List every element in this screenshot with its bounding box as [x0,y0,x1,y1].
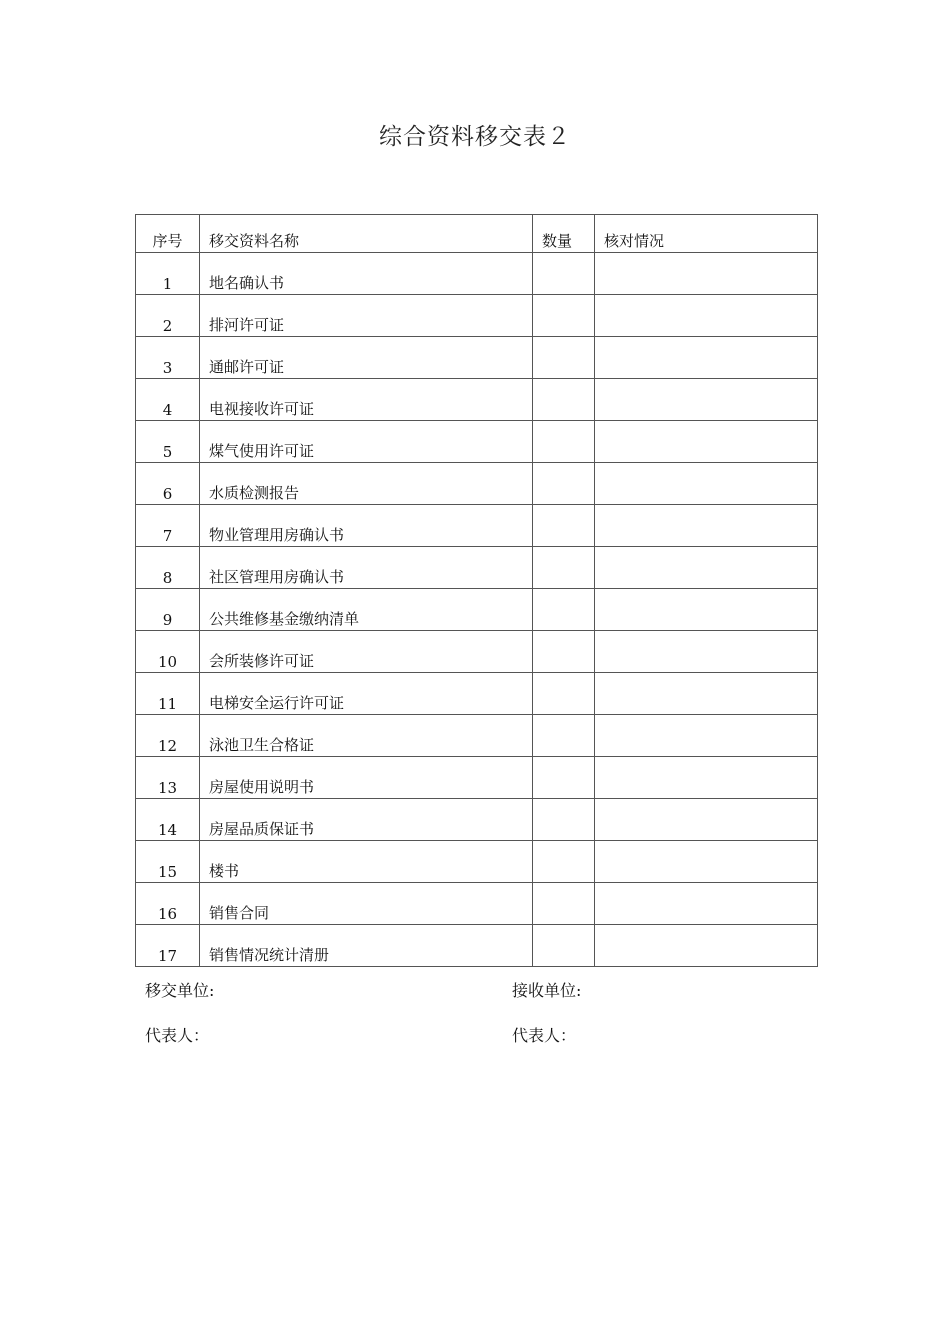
table-row [136,379,818,421]
row-check-cell [595,547,818,589]
row-check-cell [595,463,818,505]
row-document-name: 房屋品质保证书 [200,799,533,841]
row-number: 13 [136,757,200,799]
table-header-row [136,215,818,253]
row-quantity-cell [533,337,595,379]
header-name: 移交资料名称 [200,215,533,253]
row-quantity-cell [533,505,595,547]
row-quantity-cell [533,757,595,799]
table-row [136,799,818,841]
row-document-name: 社区管理用房确认书 [200,547,533,589]
row-document-name: 销售情况统计清册 [200,925,533,967]
table-row [136,547,818,589]
row-quantity-cell [533,379,595,421]
row-document-name: 地名确认书 [200,253,533,295]
row-quantity-cell [533,925,595,967]
row-document-name: 房屋使用说明书 [200,757,533,799]
row-number: 6 [136,463,200,505]
row-number: 2 [136,295,200,337]
row-quantity-cell [533,841,595,883]
row-quantity-cell [533,589,595,631]
table-row [136,463,818,505]
row-document-name: 会所装修许可证 [200,631,533,673]
row-check-cell [595,379,818,421]
page-title: 综合资料移交表２ [379,124,571,150]
row-document-name: 煤气使用许可证 [200,421,533,463]
row-number: 9 [136,589,200,631]
table-row [136,295,818,337]
row-number: 1 [136,253,200,295]
row-number: 17 [136,925,200,967]
table-row [136,883,818,925]
row-number: 15 [136,841,200,883]
table-row [136,253,818,295]
row-quantity-cell [533,547,595,589]
row-number: 4 [136,379,200,421]
header-qty: 数量 [533,215,595,253]
row-quantity-cell [533,631,595,673]
row-document-name: 泳池卫生合格证 [200,715,533,757]
table-row [136,589,818,631]
row-check-cell [595,925,818,967]
row-document-name: 公共维修基金缴纳清单 [200,589,533,631]
row-check-cell [595,799,818,841]
row-quantity-cell [533,295,595,337]
row-check-cell [595,631,818,673]
row-number: 11 [136,673,200,715]
row-quantity-cell [533,673,595,715]
table-row [136,841,818,883]
row-check-cell [595,505,818,547]
row-check-cell [595,253,818,295]
row-check-cell [595,673,818,715]
representative-left-label: 代表人： [145,1026,210,1045]
handover-table [135,214,818,967]
row-document-name: 排河许可证 [200,295,533,337]
row-number: 5 [136,421,200,463]
row-quantity-cell [533,463,595,505]
table-row [136,631,818,673]
table-row [136,337,818,379]
row-number: 14 [136,799,200,841]
row-quantity-cell [533,421,595,463]
row-number: 7 [136,505,200,547]
table-row [136,673,818,715]
row-check-cell [595,883,818,925]
table-row [136,421,818,463]
receiving-unit-label: 接收单位: [512,981,582,1000]
row-document-name: 楼书 [200,841,533,883]
row-number: 12 [136,715,200,757]
row-document-name: 水质检测报告 [200,463,533,505]
header-check: 核对情况 [595,215,818,253]
table-row [136,505,818,547]
row-check-cell [595,421,818,463]
row-number: 8 [136,547,200,589]
row-number: 10 [136,631,200,673]
row-quantity-cell [533,799,595,841]
table-body [136,253,818,967]
handover-unit-label: 移交单位: [145,981,215,1000]
row-document-name: 电视接收许可证 [200,379,533,421]
row-document-name: 物业管理用房确认书 [200,505,533,547]
row-quantity-cell [533,715,595,757]
header-no: 序号 [136,215,200,253]
representative-right-label: 代表人： [512,1026,577,1045]
row-document-name: 销售合同 [200,883,533,925]
row-number: 16 [136,883,200,925]
row-check-cell [595,715,818,757]
row-quantity-cell [533,883,595,925]
row-check-cell [595,589,818,631]
table-row [136,757,818,799]
table-row [136,925,818,967]
row-number: 3 [136,337,200,379]
row-check-cell [595,757,818,799]
row-check-cell [595,841,818,883]
table-row [136,715,818,757]
row-check-cell [595,337,818,379]
row-document-name: 电梯安全运行许可证 [200,673,533,715]
row-check-cell [595,295,818,337]
row-document-name: 通邮许可证 [200,337,533,379]
row-quantity-cell [533,253,595,295]
